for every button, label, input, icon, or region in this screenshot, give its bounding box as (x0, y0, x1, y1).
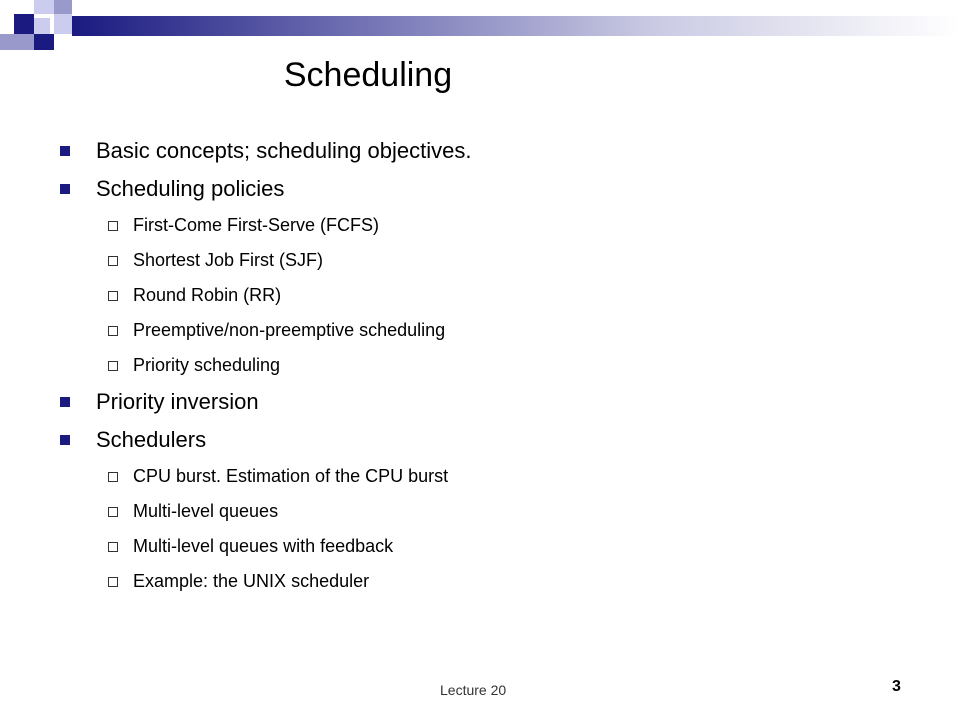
footer-text: Lecture 20 (440, 682, 507, 698)
sub-bullet-item (58, 278, 918, 313)
hollow-square-bullet-icon (108, 542, 118, 552)
bullet-text: Scheduling policies (96, 176, 285, 201)
sub-bullet-text: Preemptive/non-preemptive scheduling (133, 320, 446, 340)
sub-bullet-item (58, 494, 918, 529)
square-bullet-icon (60, 435, 70, 445)
sub-bullet-text: Example: the UNIX scheduler (133, 571, 370, 591)
page-number: 3 (892, 678, 901, 695)
sub-bullet-item (58, 564, 918, 599)
sub-bullet-item (58, 459, 918, 494)
sub-bullet-item (58, 208, 918, 243)
sub-bullet-text: Multi-level queues with feedback (133, 536, 394, 556)
slide-title: Scheduling (283, 56, 453, 94)
square-bullet-icon (60, 184, 70, 194)
hollow-square-bullet-icon (108, 472, 118, 482)
sub-bullet-text: First-Come First-Serve (FCFS) (133, 215, 379, 235)
bullet-list (58, 132, 918, 599)
hollow-square-bullet-icon (108, 221, 118, 231)
hollow-square-bullet-icon (108, 326, 118, 336)
sub-bullet-text: CPU burst. Estimation of the CPU burst (133, 466, 449, 486)
hollow-square-bullet-icon (108, 361, 118, 371)
decor-square (34, 18, 50, 34)
bullet-item (58, 170, 918, 208)
bullet-item (58, 421, 918, 459)
hollow-square-bullet-icon (108, 256, 118, 266)
square-bullet-icon (60, 397, 70, 407)
bullet-text: Priority inversion (96, 389, 259, 414)
hollow-square-bullet-icon (108, 507, 118, 517)
sub-bullet-text: Shortest Job First (SJF) (133, 250, 324, 270)
sub-bullet-item (58, 243, 918, 278)
sub-bullet-text: Priority scheduling (133, 355, 281, 375)
decor-square (54, 0, 72, 14)
sub-bullet-item (58, 529, 918, 564)
decor-square (0, 34, 14, 50)
sub-bullet-item (58, 348, 918, 383)
bullet-item (58, 132, 918, 170)
bullet-item (58, 383, 918, 421)
hollow-square-bullet-icon (108, 291, 118, 301)
decor-square (34, 34, 54, 50)
sub-bullet-text: Round Robin (RR) (133, 285, 282, 305)
hollow-square-bullet-icon (108, 577, 118, 587)
decor-square (14, 34, 34, 50)
square-bullet-icon (60, 146, 70, 156)
decor-square (34, 0, 54, 14)
bullet-text: Basic concepts; scheduling objectives. (96, 138, 472, 163)
header-gradient-bar (72, 16, 960, 36)
sub-bullet-item (58, 313, 918, 348)
sub-bullet-text: Multi-level queues (133, 501, 279, 521)
decor-square (14, 14, 34, 34)
decor-square (54, 14, 72, 34)
bullet-text: Schedulers (96, 427, 207, 452)
